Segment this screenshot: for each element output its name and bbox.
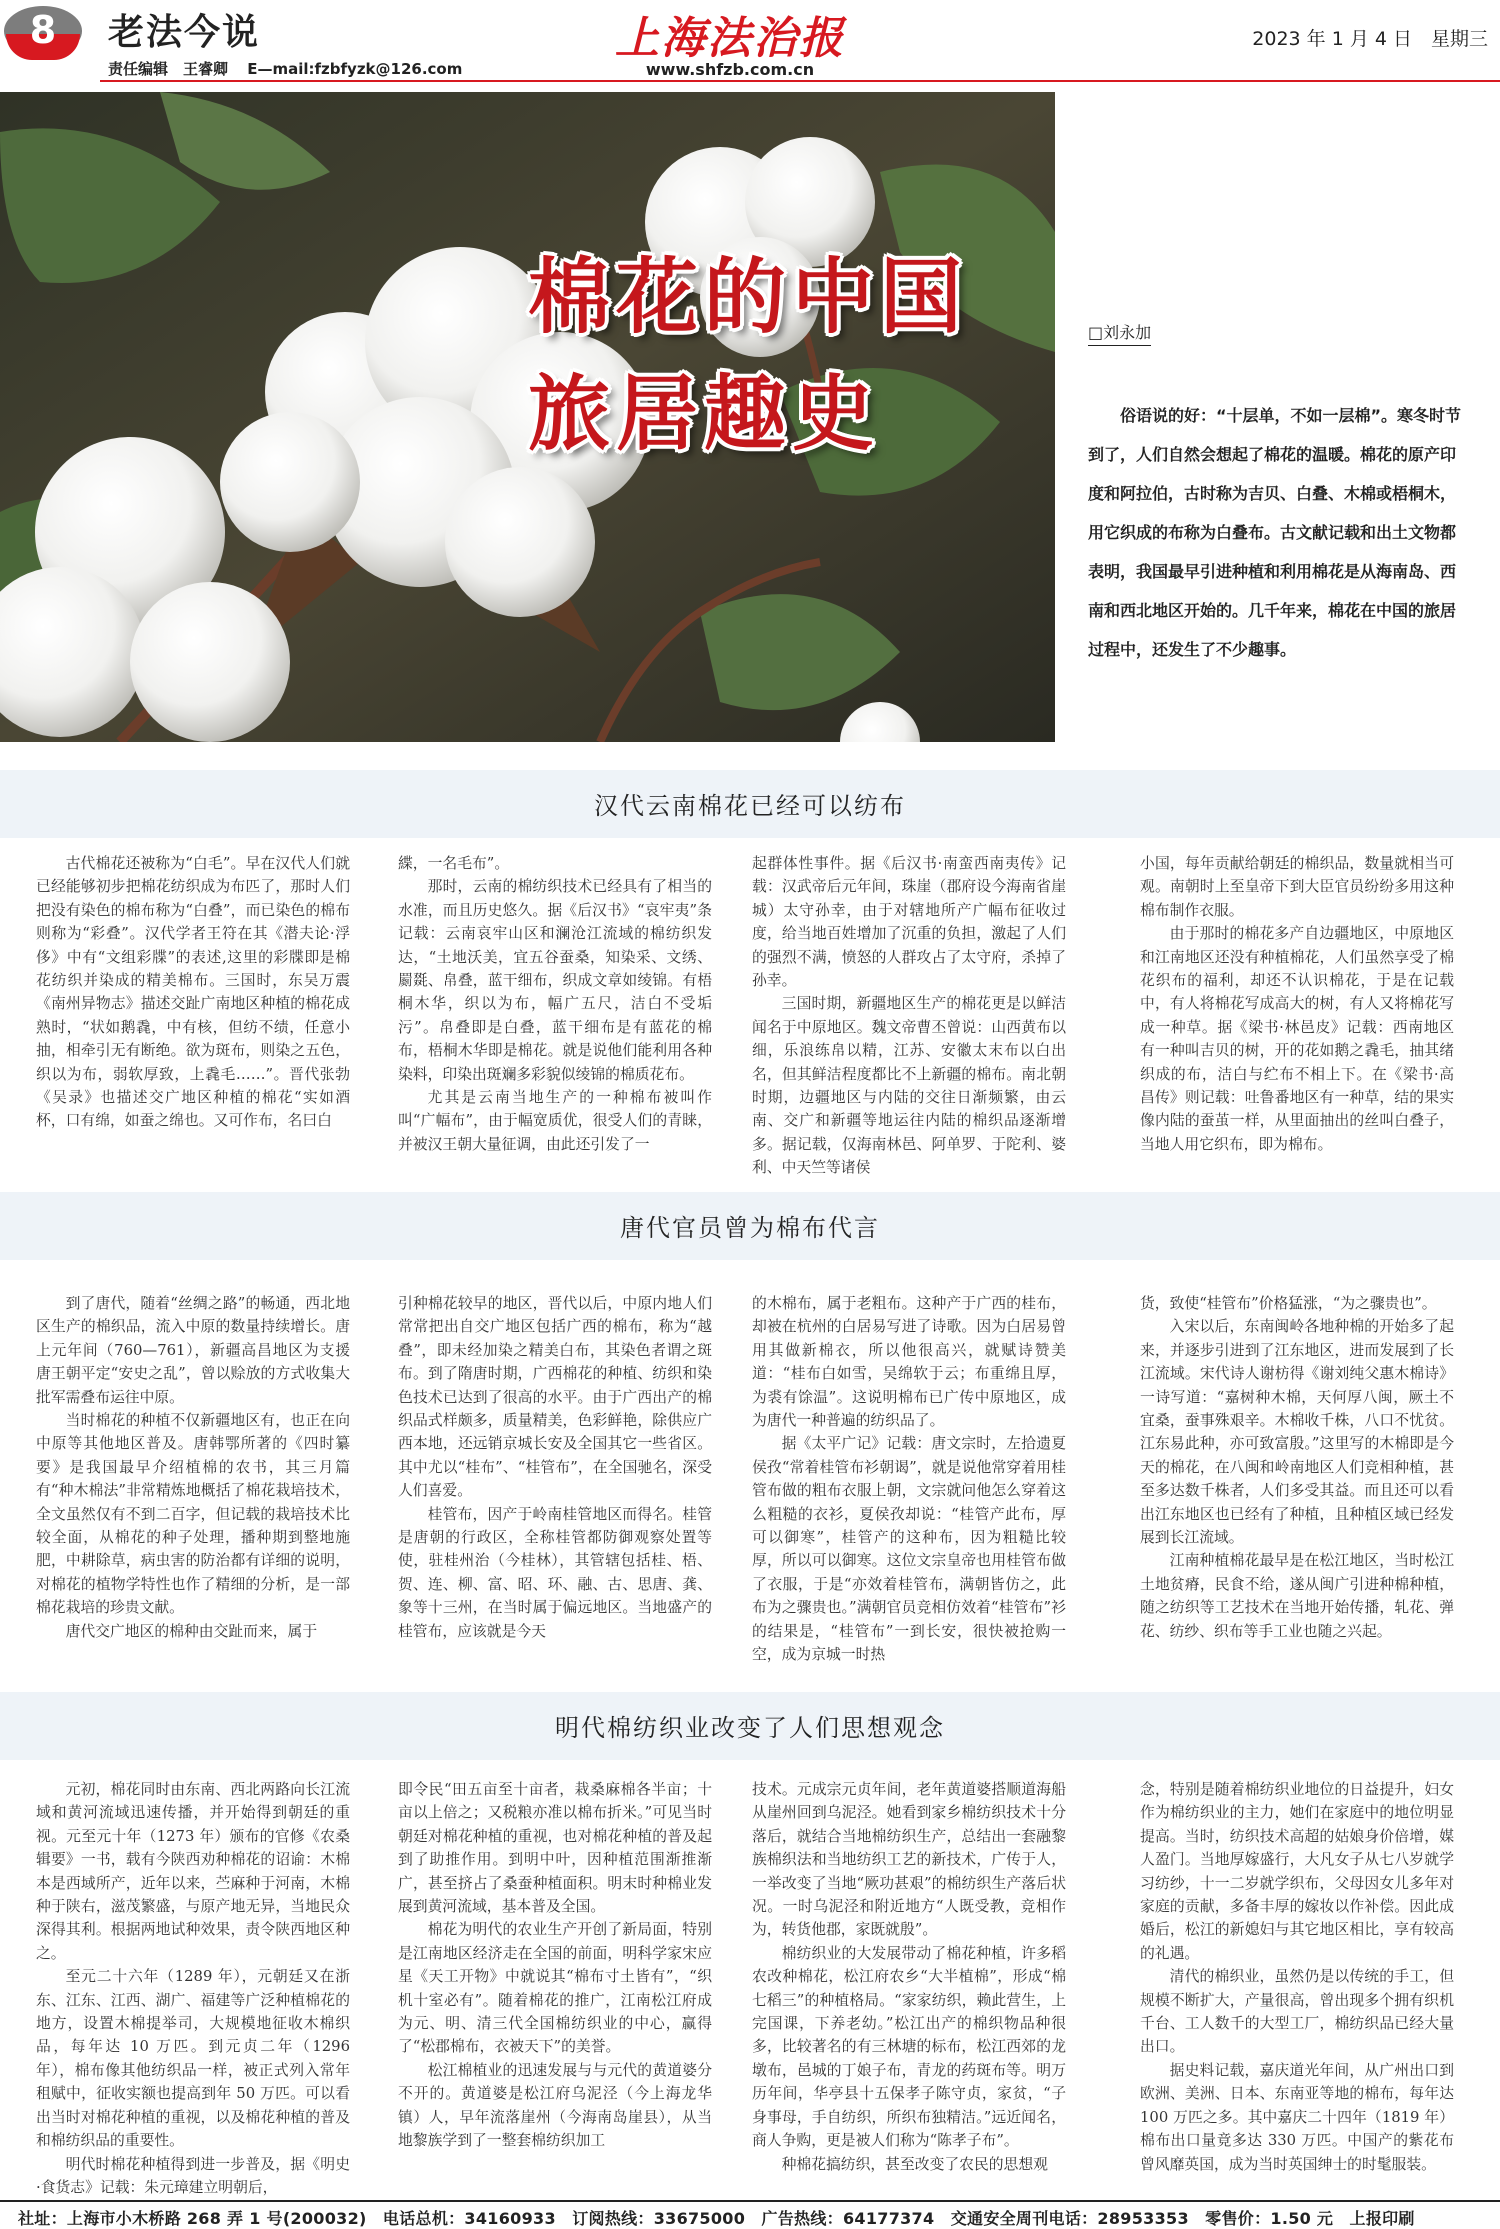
- text-column: [36, 1778, 350, 2199]
- paragraph: 桂管布，因产于岭南桂管地区而得名。桂管是唐朝的行政区，全称桂管都防御观察处置等使，驻桂州治（今桂林），其管辖包括桂、梧、贺、连、柳、富、昭、环、融、古、思唐、龚、象等十三州，在当时属于偏远地区。当地盛产的桂管布，应该就是今天: [398, 1505, 712, 1640]
- cotton-photo: [0, 92, 1055, 742]
- paragraph: 到了唐代，随着“丝绸之路”的畅通，西北地区生产的棉织品，流入中原的数量持续增长。唐上元年间（760—761），新疆高昌地区为支援唐王朝平定“安史之乱”，曾以赊放的方式收集大批军需叠布运往中原。: [36, 1295, 350, 1406]
- paragraph: 元初，棉花同时由东南、西北两路向长江流域和黄河流域迅速传播，并开始得到朝廷的重视。元至元十年（1273 年）颁布的官修《农桑辑要》一书，载有今陕西劝种棉花的诏谕：木棉本是西域所产，近年以来，苎麻种于河南，木棉种于陕右，滋茂繁盛，与原产地无异，当地民众深得其利。根据两地试种效果，责令陕西地区种之。: [36, 1781, 350, 1962]
- editor-email: E—mail:fzbfyzk@126.com: [247, 60, 463, 78]
- paragraph: 緤，一名毛布”。: [398, 855, 510, 872]
- text-column: [398, 1778, 712, 2153]
- section-heading: 明代棉纺织业改变了人们思想观念: [555, 1714, 945, 1742]
- text-column: [1140, 1292, 1454, 1643]
- paragraph: 当时棉花的种植不仅新疆地区有，也正在向中原等其他地区普及。唐韩鄂所著的《四时纂要》是我国最早介绍植棉的农书，其三月篇有“种木棉法”非常精炼地概括了棉花栽培技术，全文虽然仅有不到二百字，但记载的栽培技术比较全面，从棉花的种子处理，播种期到整地施肥，中耕除草，病虫害的防治都有详细的说明，对棉花的植物学特性也作了精细的分析，是一部棉花栽培的珍贵文献。: [36, 1412, 350, 1617]
- text-column: [752, 852, 1066, 1180]
- masthead: [0, 0, 1500, 88]
- paragraph: 种棉花搞纺织，甚至改变了农民的思想观: [781, 2155, 1048, 2173]
- text-column: [36, 1292, 350, 1643]
- paragraph: 由于那时的棉花多产自边疆地区，中原地区和江南地区还没有种植棉花，人们虽然享受了棉花织布的福利，却还不认识棉花，于是在记载中，有人将棉花写成高大的树，有人又将棉花写成一种草。据《梁书·林邑皮》记载：西南地区有一种叫吉贝的树，开的花如鹅之毳毛，抽其绪织成的布，洁白与纻布不相上下。在《梁书·高昌传》则记载：吐鲁番地区有一种草，结的果实像内陆的蚕茧一样，从里面抽出的丝叫白叠子，当地人用它织布，即为棉布。: [1140, 925, 1454, 1153]
- paragraph: 尤其是云南当地生产的一种棉布被叫作叫“广幅布”，由于幅宽质优，很受人们的青睐，并被汉王朝大量征调，由此还引发了一: [398, 1089, 712, 1153]
- paragraph: 起群体性事件。据《后汉书·南蛮西南夷传》记载：汉武帝后元年间，珠崖（郡府设今海南省崖城）太守孙幸，由于对辖地所产广幅布征收过度，给当地百姓增加了沉重的负担，激起了人们的强烈不满，愤怒的人群攻占了太守府，杀掉了孙幸。: [752, 855, 1066, 990]
- column-name: 老法今说: [108, 12, 261, 53]
- editor-name: 责任编辑 王睿卿: [108, 60, 229, 78]
- paragraph: 即令民“田五亩至十亩者，栽桑麻棉各半亩；十亩以上倍之；又税粮亦准以棉布折米。”可见当时朝廷对棉花种植的重视，也对棉花种植的普及起到了助推作用。到明中叶，因种植范围渐推渐广，甚至挤占了桑蚕种植面积。明末时种棉业发展到黄河流域，基本普及全国。: [398, 1781, 712, 1916]
- footer-info: 社址：上海市小木桥路 268 弄 1 号(200032) 电话总机：34160933 订阅热线：33675000 广告热线：64177374 交通安全周刊电话：28953353 零售价：1.50 元 上报印刷: [18, 2209, 1415, 2228]
- paragraph: 古代棉花还被称为“白毛”。早在汉代人们就已经能够初步把棉花纺织成为布匹了，那时人们把没有染色的棉布称为“白叠”，而已染色的棉布则称为“彩叠”。汉代学者王符在其《潜夫论·浮侈》中有“文组彩牒”的表述,这里的彩牒即是棉花纺织并染成的精美棉布。三国时，东吴万震《南州异物志》描述交趾广南地区种植的棉花成熟时，“状如鹅毳，中有核，但纺不绩，任意小抽，相牵引无有断绝。欲为斑布，则染之五色，织以为布，弱软厚致，上毳毛……”。晋代张勃《吴录》也描述交广地区种植的棉花“实如酒杯，口有绵，如蚕之绵也。又可作布，名曰白: [36, 855, 350, 1130]
- newspaper-logo: 上海法治报: [615, 13, 845, 64]
- text-column: [1140, 852, 1454, 1156]
- section-heading: 唐代官员曾为棉布代言: [620, 1214, 880, 1242]
- article-intro: 俗语说的好：“十层单，不如一层棉”。寒冬时节到了，人们自然会想起了棉花的温暖。棉花的原产印度和阿拉伯，古时称为吉贝、白叠、木棉或梧桐木，用它织成的布称为白叠布。古文献记载和出土文物都表明，我国最早引进种植和利用棉花是从海南岛、西南和西北地区开始的。几千年来，棉花在中国的旅居过程中，还发生了不少趣事。: [1088, 406, 1462, 659]
- paragraph: 入宋以后，东南闽岭各地种棉的开始多了起来，并逐步引进到了江东地区，进而发展到了长江流域。宋代诗人谢枋得《谢刘纯父惠木棉诗》一诗写道：“嘉树种木棉，天何厚八闽，厥土不宜桑，蚕事殊艰辛。木棉收千株，八口不忧贫。江东易此种，亦可致富殷。”这里写的木棉即是今天的棉花，在八闽和岭南地区人们竞相种植，甚至多达数千株者，人们多受其益。而且还可以看出江东地区也已经有了种植，且种植区域已经发展到长江流域。: [1140, 1318, 1454, 1547]
- paragraph: 唐代交广地区的棉种由交趾而来，属于: [65, 1622, 318, 1640]
- paragraph: 那时，云南的棉纺织技术已经具有了相当的水准，而且历史悠久。据《后汉书》“哀牢夷”条记载：云南哀牢山区和澜沧江流域的棉纺织发达，“土地沃美，宜五谷蚕桑，知染采、文绣、罽毲、帛叠，蓝干细布，织成文章如绫锦。有梧桐木华，织以为布，幅广五尺，洁白不受垢污”。帛叠即是白叠，蓝干细布是有蓝花的棉布，梧桐木华即是棉花。就是说他们能利用各种染料，印染出斑斓多彩貌似绫锦的棉质花布。: [398, 878, 712, 1083]
- masthead-rule: [100, 80, 1500, 82]
- paragraph: 据史料记载，嘉庆道光年间，从广州出口到欧洲、美洲、日本、东南亚等地的棉布，每年达 100 万匹之多。其中嘉庆二十四年（1819 年）棉布出口量竟多达 330 万匹。中国产的紫花布曾风靡英国，成为当时英国绅士的时髦服装。: [1140, 2061, 1454, 2173]
- paragraph: 三国时期，新疆地区生产的棉花更是以鲜洁闻名于中原地区。魏文帝曹丕曾说：山西黄布以细，乐浪练帛以精，江苏、安徽太末布以白出名，但其鲜洁程度都比不上新疆的棉布。南北朝时期，边疆地区与内陆的交往日渐频繁，由云南、交广和新疆等地运往内陆的棉织品逐渐增多。据记载，仅海南林邑、阿单罗、于陀利、婆利、中天竺等诸侯: [752, 995, 1066, 1177]
- editor-line: [108, 58, 476, 79]
- paragraph: 江南种植棉花最早是在松江地区，当时松江土地贫瘠，民食不给，遂从闽广引进种棉种植，随之纺织等工艺技术在当地开始传播，轧花、弹花、纺纱、织布等手工业也随之兴起。: [1140, 1552, 1454, 1640]
- paragraph: 的木棉布，属于老粗布。这种产于广西的桂布，却被在杭州的白居易写进了诗歌。因为白居易曾用其做新棉衣，所以他很高兴，就赋诗赞美道：“桂布白如雪，吴绵软于云；布重绵且厚，为裘有馀温”。这说明棉布已广传中原地区，成为唐代一种普遍的纺织品了。: [752, 1295, 1066, 1430]
- paragraph: 至元二十六年（1289 年），元朝廷又在浙东、江东、江西、湖广、福建等广泛种植棉花的地方，设置木棉提举司，大规模地征收木棉织品，每年达 10 万匹。到元贞二年（1296 年），棉布像其他纺织品一样，被正式列入常年租赋中，征收实额也提高到年 50 万匹。可以看出当时对棉花种植的重视，以及棉花种植的普及和棉纺织品的重要性。: [36, 1968, 350, 2150]
- page-number: 8: [29, 8, 57, 52]
- text-column: [1140, 1778, 1454, 2176]
- issue-date: 2023 年 1 月 4 日 星期三: [1252, 28, 1488, 50]
- byline: □刘永加: [1088, 320, 1151, 346]
- section-heading-band: [0, 1692, 1500, 1760]
- text-column: [398, 1292, 712, 1643]
- page-footer: [0, 2200, 1500, 2229]
- paragraph: 据《太平广记》记载：唐文宗时，左拾遗夏侯孜“常着桂管布衫朝谒”，就是说他常穿着用桂管布做的粗布衣服上朝，文宗就问他怎么穿着这么粗糙的衣衫，夏侯孜却说：“桂管产此布，厚可以御寒”，桂管产的这种布，因为粗糙比较厚，所以可以御寒。这位文宗皇帝也用桂管布做了衣服，于是“亦效着桂管布，满朝皆仿之，此布为之骤贵也。”满朝官员竞相仿效着“桂管布”衫的结果是，“桂管布”一到长安，很快被抢购一空，成为京城一时热: [752, 1435, 1066, 1664]
- article-headline: 棉花的中国旅居趣史: [528, 250, 969, 462]
- paragraph: 棉纺织业的大发展带动了棉花种植，许多稻农改种棉花，松江府农乡“大半植棉”，形成“棉七稻三”的种植格局。“家家纺织，赖此营生，上完国课，下养老幼。”松江出产的棉织物品种很多，比较著名的有三林塘的标布，松江西郊的龙墩布，邑城的丁娘子布，青龙的药斑布等。明万历年间，华亭县十五保孝子陈守贞，家贫，“子身事母，手自纺织，所织布独精洁。”远近闻名，商人争购，更是被人们称为“陈孝子布”。: [752, 1944, 1066, 2150]
- paragraph: 引种棉花较早的地区，晋代以后，中原内地人们常常把出自交广地区包括广西的棉布，称为“越叠”，即未经加染之精美白布，其染色者谓之斑布。到了隋唐时期，广西棉花的种植、纺织和染色技术已达到了很高的水平。由于广西出产的棉织品式样颇多，质量精美，色彩鲜艳，除供应广西本地，还远销京城长安及全国其它一些省区。其中尤以“桂布”、“桂管布”，在全国驰名，深受人们喜爱。: [398, 1295, 712, 1500]
- text-column: [752, 1778, 1066, 2176]
- paragraph: 松江棉植业的迅速发展与与元代的黄道婆分不开的。黄道婆是松江府乌泥泾（今上海龙华镇）人，早年流落崖州（今海南岛崖县），从当地黎族学到了一整套棉纺织加工: [398, 2061, 712, 2150]
- text-column: [398, 852, 712, 1156]
- site-url[interactable]: www.shfzb.com.cn: [645, 60, 815, 79]
- page-number-badge: [4, 6, 82, 56]
- paragraph: 念，特别是随着棉纺织业地位的日益提升，妇女作为棉纺织业的主力，她们在家庭中的地位明显提高。当时，纺织技术高超的姑娘身价倍增，媒人盈门。当地厚嫁盛行，大凡女子从七八岁就学习纺纱，十一二岁就学织布，父母因女儿多年对家庭的贡献，多备丰厚的嫁妆以作补偿。因此成婚后，松江的新媳妇与其它地区相比，享有较高的礼遇。: [1140, 1781, 1454, 1962]
- paragraph: 明代时棉花种植得到进一步普及，据《明史·食货志》记载：朱元璋建立明朝后，: [36, 2155, 350, 2196]
- paragraph: 技术。元成宗元贞年间，老年黄道婆搭顺道海船从崖州回到乌泥泾。她看到家乡棉纺织技术十分落后，就结合当地棉纺织生产，总结出一套融黎族棉织法和当地纺织工艺的新技术，广传于人，一举改变了当地“厥功甚艰”的棉纺织生产落后状况。一时乌泥泾和附近地方“人既受教，竞相作为，转货他郡，家既就殷”。: [752, 1781, 1066, 1939]
- paragraph: 小国，每年贡献给朝廷的棉织品，数量就相当可观。南朝时上至皇帝下到大臣官员纷纷多用这种棉布制作衣服。: [1140, 855, 1454, 919]
- section-heading-band: [0, 770, 1500, 838]
- paragraph: 货，致使“桂管布”价格猛涨，“为之骤贵也”。: [1140, 1295, 1437, 1312]
- text-column: [36, 852, 350, 1133]
- section-heading-band: [0, 1192, 1500, 1260]
- section-heading: 汉代云南棉花已经可以纺布: [594, 792, 906, 820]
- paragraph: 清代的棉织业，虽然仍是以传统的手工，但规模不断扩大，产量很高，曾出现多个拥有织机千台、工人数千的大型工厂，棉纺织品已经大量出口。: [1140, 1968, 1454, 2056]
- paragraph: 棉花为明代的农业生产开创了新局面，特别是江南地区经济走在全国的前面，明科学家宋应星《天工开物》中就说其“棉布寸土皆有”，“织机十室必有”。随着棉花的推广，江南松江府成为元、明、清三代全国棉纺织业的中心，赢得了“松郡棉布，衣被天下”的美誉。: [398, 1921, 712, 2056]
- text-column: [752, 1292, 1066, 1667]
